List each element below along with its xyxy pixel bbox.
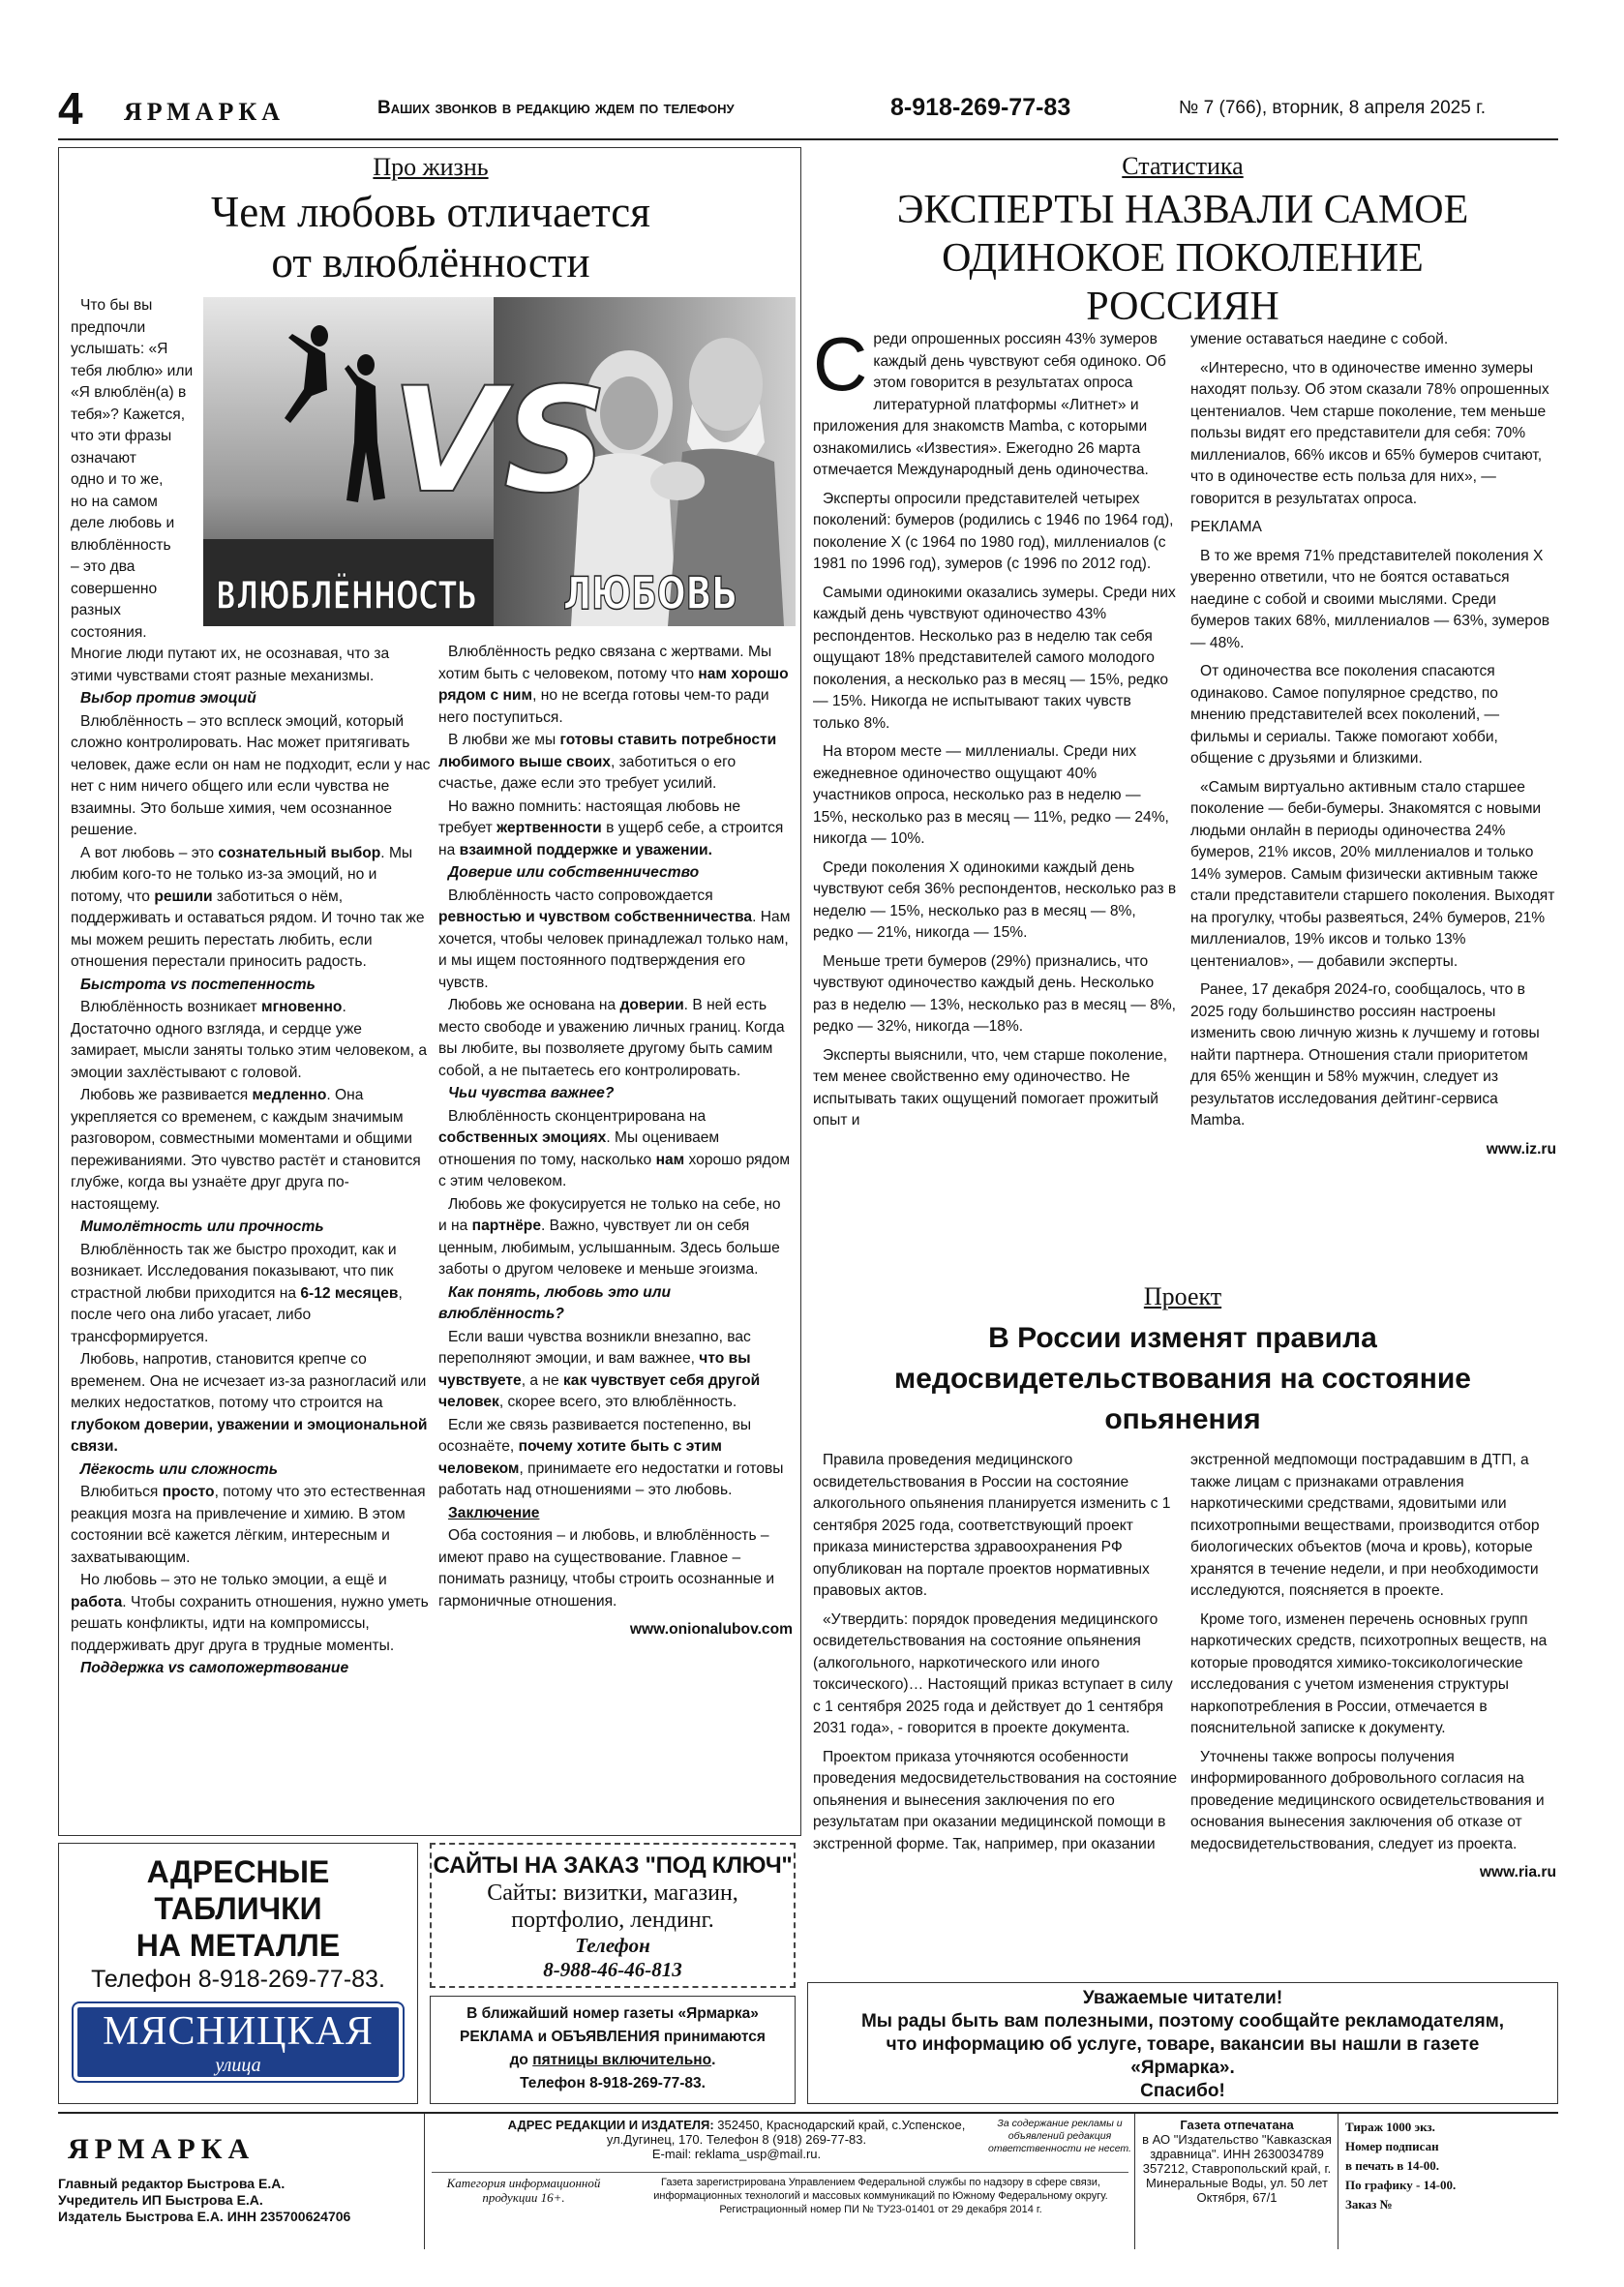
- love-vs-illustration: [203, 297, 796, 626]
- love-intro-line: «Я влюблён(а) в: [71, 384, 187, 401]
- stats-c2-p3: В то же время 71% представителей поколения Х уверенно ответили, что не боятся оставаться наедине с собой и своими мыслями. Среди бумеров таких 68%, миллениалов — 63%, зумеров — 48%.: [1190, 547, 1550, 651]
- love-c2-p10: Оба состояния – и любовь, и влюблённость – имеют право на существование. Главное – понимать разницу, чтобы строить осознанные и гармоничные отношения.: [438, 1527, 775, 1610]
- love-c2-p6: Влюблённость сконцентрирована на собственных эмоциях. Мы оцениваем отношения по тому, насколько нам хорошо рядом с этим человеком.: [438, 1107, 791, 1189]
- footer-staff: [58, 2176, 416, 2225]
- ad-address-plates: [58, 1843, 418, 2104]
- love-p5: Влюблённость возникает мгновенно. Достаточно одного взгляда, и сердце уже замирает, мысли заняты только этим человеком, а эмоции захлёстывают с головой.: [71, 999, 428, 1081]
- love-h1: Выбор против эмоций: [80, 690, 256, 707]
- love-intro-line: влюблённость: [71, 536, 171, 554]
- love-c2-p5: Любовь же основана на доверии. В ней есть место свободе и уважению личных границ. Когда вы любите, вы позволяете другому быть самим собой, а не пытаетесь его контролировать.: [438, 997, 785, 1079]
- love-intro-line: разных: [71, 602, 121, 618]
- sites-line1: Сайты: визитки, магазин,: [487, 1881, 738, 1906]
- plates-heading: [59, 1853, 417, 1964]
- love-intro-line: состояния.: [71, 623, 147, 641]
- project-title-line2: медосвидетельствования на состояние: [894, 1363, 1471, 1395]
- ad-websites: [430, 1843, 796, 1988]
- stats-dropcap: С: [813, 321, 868, 406]
- newspaper-logo: ЯРМАРКА: [124, 98, 285, 126]
- stats-c2-p5: «Самым виртуально активным стало старшее поколение — беби-бумеры. Знакомятся с новыми людьми онлайн в периоды одиночества 24% бумеров, 21% иксов, 20% миллениалов и только 14% зумеров. Самым физически активным также стали представители старшего поколения. Выходят на прогулку, чтобы развеяться, 24% бумеров, 21% миллениалов, 19% иксов и только 13% центениалов», — добавили эксперты.: [1190, 778, 1555, 970]
- love-h3: Мимолётность или прочность: [80, 1219, 324, 1235]
- footer-address: [432, 2118, 1041, 2161]
- illustration-svg: [203, 297, 796, 626]
- print-title: Газета отпечатана: [1180, 2118, 1294, 2132]
- project-title: [807, 1318, 1558, 1440]
- love-col1: [71, 644, 431, 1681]
- footer-printer: [1140, 2118, 1334, 2205]
- address-line3: E-mail: reklama_usp@mail.ru.: [651, 2147, 822, 2161]
- image-right-label: ЛЮБОВЬ: [563, 567, 737, 619]
- project-title-line3: опьянения: [1104, 1403, 1261, 1435]
- footer-print-info: [1345, 2118, 1558, 2214]
- stats-title-line3: РОССИЯН: [1086, 285, 1279, 329]
- notice-line2: Мы рады быть вам полезными, поэтому сообщайте рекламодателям,: [860, 2011, 1505, 2031]
- header-phone: 8-918-269-77-83: [890, 94, 1071, 121]
- love-intro-line: что эти фразы: [71, 428, 172, 444]
- love-p10: Но любовь – это не только эмоции, а ещё и работа. Чтобы сохранить отношения, нужно уметь решать конфликты, идти на компромиссы, поддерживать друг друга в трудные моменты.: [71, 1572, 429, 1654]
- street-sign-name: МЯСНИЦКАЯ: [103, 2009, 374, 2054]
- sites-phone-label: Телефон: [575, 1934, 650, 1957]
- love-source: www.onionalubov.com: [629, 1621, 793, 1638]
- love-intro-line: тебя люблю» или: [71, 362, 194, 379]
- project-c2-p2: Кроме того, изменен перечень основных групп наркотических средств, психотропных веществ, на которые проводятся химико-токсикологические исследования с учетом изменения структуры наркопотребления в России, отмечается в пояснительной записке к документу.: [1190, 1610, 1548, 1736]
- call-text: Ваших звонков в редакцию ждем по телефону: [377, 98, 735, 118]
- deadline-line1: В ближайший номер газеты «Ярмарка»: [466, 2005, 759, 2022]
- love-intro-line: означают: [71, 449, 136, 466]
- love-intro-line: – это два: [71, 558, 135, 575]
- footer: [58, 2112, 1558, 2247]
- love-intro-line: Что бы вы: [80, 297, 153, 314]
- sign-label: Номер подписан: [1345, 2139, 1439, 2153]
- love-intro-line: деле любовь и: [71, 515, 175, 531]
- project-col2: [1190, 1450, 1556, 1885]
- love-title: [59, 187, 802, 287]
- sites-line2: портфолио, лендинг.: [511, 1908, 714, 1933]
- page-header: [58, 82, 1558, 140]
- image-left-label: ВЛЮБЛЁННОСТЬ: [216, 574, 593, 618]
- footer-registration: Газета зарегистрирована Управлением Федеральной службы по надзору в сфере связи, информационных технологий и массовых коммуникаций по Южному Федеральному округу. Регистрационный номер ПИ № ТУ23-01401 от 29 декабря 2014 г.: [653, 2177, 1108, 2215]
- love-intro-line: тебя»? Кажется,: [71, 406, 186, 423]
- deadline-line4: Телефон 8-918-269-77-83.: [520, 2075, 706, 2091]
- stats-p4: На втором месте — миллениалы. Среди них ежедневное одиночество ощущают 40% участников опроса, несколько раз в неделю — 15%, несколько раз в месяц — 11%, редко — 24%, никогда — 10%.: [813, 743, 1169, 847]
- plates-line2: ТАБЛИЧКИ: [154, 1891, 322, 1926]
- plates-phone: Телефон 8-918-269-77-83.: [91, 1966, 385, 1993]
- stats-p7: Эксперты выяснили, что, чем старше поколение, тем менее свойственно ему одиночество. Не испытывать таких ощущений помогает прожитый опыт и: [813, 1046, 1168, 1128]
- stats-c2-p1: умение оставаться наедине с собой.: [1190, 331, 1449, 347]
- project-p3: Проектом приказа уточняются особенности проведения медосвидетельствования на состояние опьянения и вынесения заключения по его результатам при оказании медицинской помощи в экстренной форме. Так, например, при оказании: [813, 1748, 1178, 1852]
- project-c2-p3: Уточнены также вопросы получения информированного добровольного согласия на проведение медицинского освидетельствования и основания вынесения заключения об отказе от медосвидетельствования, следует из проекта.: [1190, 1748, 1545, 1852]
- footer-category: Категория информационной продукции 16+.: [446, 2176, 601, 2205]
- footer-publisher: Издатель Быстрова Е.А. ИНН 235700624706: [58, 2209, 351, 2224]
- love-c2-h2: Чьи чувства важнее?: [448, 1085, 615, 1101]
- love-intro-line: но на самом: [71, 493, 158, 510]
- vs-mark: VS: [390, 357, 609, 526]
- address-line2: ул.Дугинец, 170. Телефон 8 (918) 269-77-83.: [606, 2132, 867, 2147]
- love-c2-p2: В любви же мы готовы ставить потребности любимого выше своих, заботиться о его счастье, даже если это требует усилий.: [438, 732, 777, 792]
- readers-notice: [807, 1982, 1558, 2104]
- love-intro-column: [71, 295, 206, 644]
- notice-line3: что информацию об услуге, товаре, вакансии вы нашли в газете: [886, 2034, 1480, 2055]
- deadline-line3: до пятницы включительно.: [509, 2052, 716, 2068]
- notice-line5: Спасибо!: [1140, 2081, 1225, 2101]
- love-intro-line: совершенно: [71, 580, 158, 597]
- project-rubric: Проект: [1143, 1282, 1222, 1310]
- project-p2: «Утвердить: порядок проведения медицинского освидетельствования на состояние опьянения (алкогольного, наркотического или иного токсического)… Настоящий приказ вступает в силу с 1 сентября 2025 года и действует до 1 сентября 2031 года», - говорится в проекте документа.: [813, 1610, 1173, 1736]
- love-h4: Лёгкость или сложность: [80, 1460, 279, 1478]
- stats-article: [807, 147, 1558, 1270]
- stats-c2-p4: От одиночества все поколения спасаются одинаково. Самое популярное средство, по мнению представителей всех поколений, — фильмы и сериалы. Также помогают хобби, общение с друзьями и близкими.: [1190, 663, 1500, 767]
- sites-phone: 8-988-46-46-813: [543, 1958, 682, 1981]
- print-text: в АО "Издательство "Кавказская здравница". ИНН 2630034789 357212, Ставропольский край, г. Минеральные Воды, ул. 50 лет Октября, 67/1: [1142, 2132, 1332, 2205]
- love-intro-line: одно и то же,: [71, 471, 164, 488]
- order: Заказ №: [1345, 2197, 1393, 2212]
- stats-c2-p2: «Интересно, что в одиночестве именно зумеры находят пользу. Об этом сказали 78% опрошенных центениалов. Чем старше поколение, тем меньше пользы видят его представители для себя: 70% миллениалов, 66% иксов и 65% бумеров считают, что в одиночестве есть польза для них», — говорится в результатах опроса.: [1190, 359, 1549, 507]
- stats-p2: Эксперты опросили представителей четырех поколений: бумеров (родились с 1946 по 1964 год), поколение Х (с 1964 по 1980 год), миллениалов (с 1981 по 1996 год), зумеров (с 1996 по 2012 год).: [813, 490, 1174, 572]
- project-article: [807, 1278, 1558, 1974]
- notice-line4: «Ярмарка».: [1130, 2058, 1235, 2078]
- love-c2-p4: Влюблённость часто сопровождается ревностью и чувством собственничества. Нам хочется, чтобы человек принадлежал только нам, и мы ищем постоянного подтверждения его чувств.: [438, 887, 791, 991]
- project-p1: Правила проведения медицинского освидетельствования в России на состояние алкогольного опьянения планируется изменить с 1 сентября 2025 года, соответствующий проект приказа министерства здравоохранения РФ опубликован на портале проектов нормативных правовых актов.: [813, 1452, 1171, 1599]
- notice-line1: Уважаемые читатели!: [1082, 1988, 1283, 2008]
- stats-p3: Самыми одинокими оказались зумеры. Среди них каждый день чувствуют одиночество 43% респондентов. Несколько раз в неделю так себя ощущают 18% представителей самого молодого поколения, а несколько раз в месяц — 15%, редко — 15%. Никогда не испытывают таких чувств только 8%.: [813, 584, 1176, 732]
- address-line1: 352450, Краснодарский край, с.Успенское,: [713, 2118, 966, 2132]
- love-c2-h4: Заключение: [448, 1504, 540, 1521]
- project-c2-p1: экстренной медпомощи пострадавшим в ДТП, а также лицам с признаками отравления наркотическими средствами, ядовитыми или психотропными веществами, производится отбор биологических объектов (моча и кровь), которые хранятся в течение недели, и при необходимости исследуются, поясняется в проекте.: [1190, 1452, 1540, 1599]
- stats-title-line2: ОДИНОКОЕ ПОКОЛЕНИЕ: [942, 236, 1424, 281]
- stats-p6: Меньше трети бумеров (29%) признались, что чувствуют одиночество каждый день. Несколько раз в неделю — 13%, несколько раз в месяц — 8%, редко — 32%, никогда —18%.: [813, 952, 1176, 1035]
- love-p3: Влюблённость – это всплеск эмоций, который сложно контролировать. Нас может притягивать человек, даже если он нам не подходит, если у нас нет с ним ничего общего или если чувства не взаимны. Это больше химия, чем осознанное решение.: [71, 712, 431, 838]
- love-col2: [438, 642, 793, 1642]
- love-p2: Многие люди путают их, не осознавая, что за этими чувствами стоят разные механизмы.: [71, 646, 390, 684]
- project-source: www.ria.ru: [1479, 1864, 1556, 1881]
- stats-c2-p6: Ранее, 17 декабря 2024-го, сообщалось, что в 2025 году большинство россиян настроены изменить свою личную жизнь к лучшему и готовы найти партнера. Отношения стали приоритетом для 65% женщин и 58% мужчин, следует из результатов исследования дейтинг-сервиса Mamba.: [1190, 981, 1540, 1128]
- love-intro-line: предпочли: [71, 318, 146, 336]
- love-p9: Влюбиться просто, потому что это естественная реакция мозга на привлечение и химию. В этом состоянии всё кажется лёгким, интересным и захватывающим.: [71, 1484, 426, 1566]
- love-intro-line: услышать: «Я: [71, 341, 168, 357]
- love-c2-p1: Влюблённость редко связана с жертвами. Мы хотим быть с человеком, потому что нам хорошо рядом с ним, но не всегда готовы чем-то ради него поступиться.: [438, 644, 789, 726]
- address-label: АДРЕС РЕДАКЦИИ И ИЗДАТЕЛЯ:: [507, 2118, 714, 2132]
- love-c2-p7: Любовь же фокусируется не только на себе, но и на партнёре. Важно, чувствует ли он себя ценным, любимым, услышанным. Здесь больше заботы о другом человеке и меньше эгоизма.: [438, 1195, 781, 1278]
- footer-editor: Главный редактор Быстрова Е.А.: [58, 2176, 286, 2191]
- stats-p1: Среди опрошенных россиян 43% зумеров каждый день чувствуют себя одиноко. Об этом говорится в результатах опроса литературной платформы «Литнет» и приложения для знакомств Mamba, с которыми ознакомились «Известия». Ежегодно 26 марта отмечается Международный день одиночества.: [813, 321, 1166, 478]
- plates-line3: НА МЕТАЛЛЕ: [135, 1928, 341, 1963]
- footer-disclaimer: За содержание рекламы и объявлений редакция ответственности не несет.: [988, 2118, 1131, 2154]
- stats-col1: [813, 321, 1179, 1133]
- love-title-line1: Чем любовь отличается: [211, 188, 650, 236]
- circulation: Тираж 1000 экз.: [1345, 2120, 1435, 2134]
- love-h2: Быстрота vs постепенность: [80, 976, 316, 993]
- stats-p5: Среди поколения Х одинокими каждый день чувствуют себя 36% респондентов, несколько раз в неделю — 15%, несколько раз в месяц — 8%, редко — 21%, никогда — 15%.: [813, 858, 1177, 941]
- love-rubric: Про жизнь: [373, 153, 489, 181]
- stats-title-line1: ЭКСПЕРТЫ НАЗВАЛИ САМОЕ: [896, 188, 1469, 232]
- stats-col2: [1190, 329, 1556, 1161]
- love-p6: Любовь же развивается медленно. Она укрепляется со временем, с каждым значимым разговором, совместными моментами и общими переживаниями. Это чувство растёт и становится глубже, когда вы узнаёте друг друга по-настоящему.: [71, 1087, 421, 1213]
- stats-ad-label: РЕКЛАМА: [1190, 519, 1262, 535]
- plates-line1: АДРЕСНЫЕ: [146, 1854, 330, 1889]
- stats-title: [807, 186, 1558, 331]
- love-c2-p9: Если же связь развивается постепенно, вы осознаёте, почему хотите быть с этим человеком, принимаете его недостатки и готовы работать над отношениями – это любовь.: [438, 1416, 784, 1498]
- page-number: 4: [58, 83, 83, 134]
- stats-rubric: Статистика: [1122, 152, 1244, 180]
- project-col1: [813, 1450, 1179, 1856]
- deadline-line2: РЕКЛАМА и ОБЪЯВЛЕНИЯ принимаются: [460, 2029, 766, 2045]
- love-h5: Поддержка vs самопожертвование: [80, 1660, 349, 1676]
- love-c2-h1: Доверие или собственничество: [448, 864, 700, 881]
- project-title-line1: В России изменят правила: [988, 1322, 1377, 1354]
- sign-time: в печать в 14-00.: [1345, 2158, 1440, 2173]
- love-intro-lines: [71, 295, 206, 644]
- footer-logo: ЯРМАРКА: [68, 2133, 256, 2165]
- footer-founder: Учредитель ИП Быстрова Е.А.: [58, 2192, 263, 2208]
- street-sign: [74, 2003, 403, 2081]
- love-c2-h3: Как понять, любовь это или влюблённость?: [438, 1283, 671, 1322]
- love-c2-p8: Если ваши чувства возникли внезапно, вас переполняют эмоции, и вам важнее, что вы чувствуете, а не как чувствует себя другой человек, скорее всего, это влюблённость.: [438, 1328, 761, 1410]
- issue-info: № 7 (766), вторник, 8 апреля 2025 г.: [1179, 98, 1486, 118]
- love-title-line2: от влюблённости: [271, 238, 590, 286]
- love-p7: Влюблённость так же быстро проходит, как и возникает. Исследования показывают, что пик страстной любви приходится на 6-12 месяцев, после чего она либо угасает, либо трансформируется.: [71, 1241, 403, 1345]
- love-c2-p3: Но важно помнить: настоящая любовь не требует жертвенности в ущерб себе, а строится на взаимной поддержке и уважении.: [438, 797, 784, 858]
- schedule: По графику - 14-00.: [1345, 2178, 1457, 2192]
- love-p8: Любовь, напротив, становится крепче со временем. Она не исчезает из-за разногласий или мелких недостатков, потому что строится на глубоком доверии, уважении и эмоциональной связи.: [71, 1351, 428, 1455]
- ad-deadline: [430, 1996, 796, 2104]
- street-sign-sub: улица: [215, 2055, 261, 2076]
- sites-title: САЙТЫ НА ЗАКАЗ "ПОД КЛЮЧ": [433, 1852, 793, 1879]
- stats-source: www.iz.ru: [1486, 1140, 1556, 1158]
- love-p4: А вот любовь – это сознательный выбор. Мы любим кого-то не только из-за эмоций, но и потому, что решили заботиться о нём, поддерживать и оставаться рядом. И точно так же мы можем решить перестать любить, если отношения перестали приносить радость.: [71, 844, 425, 970]
